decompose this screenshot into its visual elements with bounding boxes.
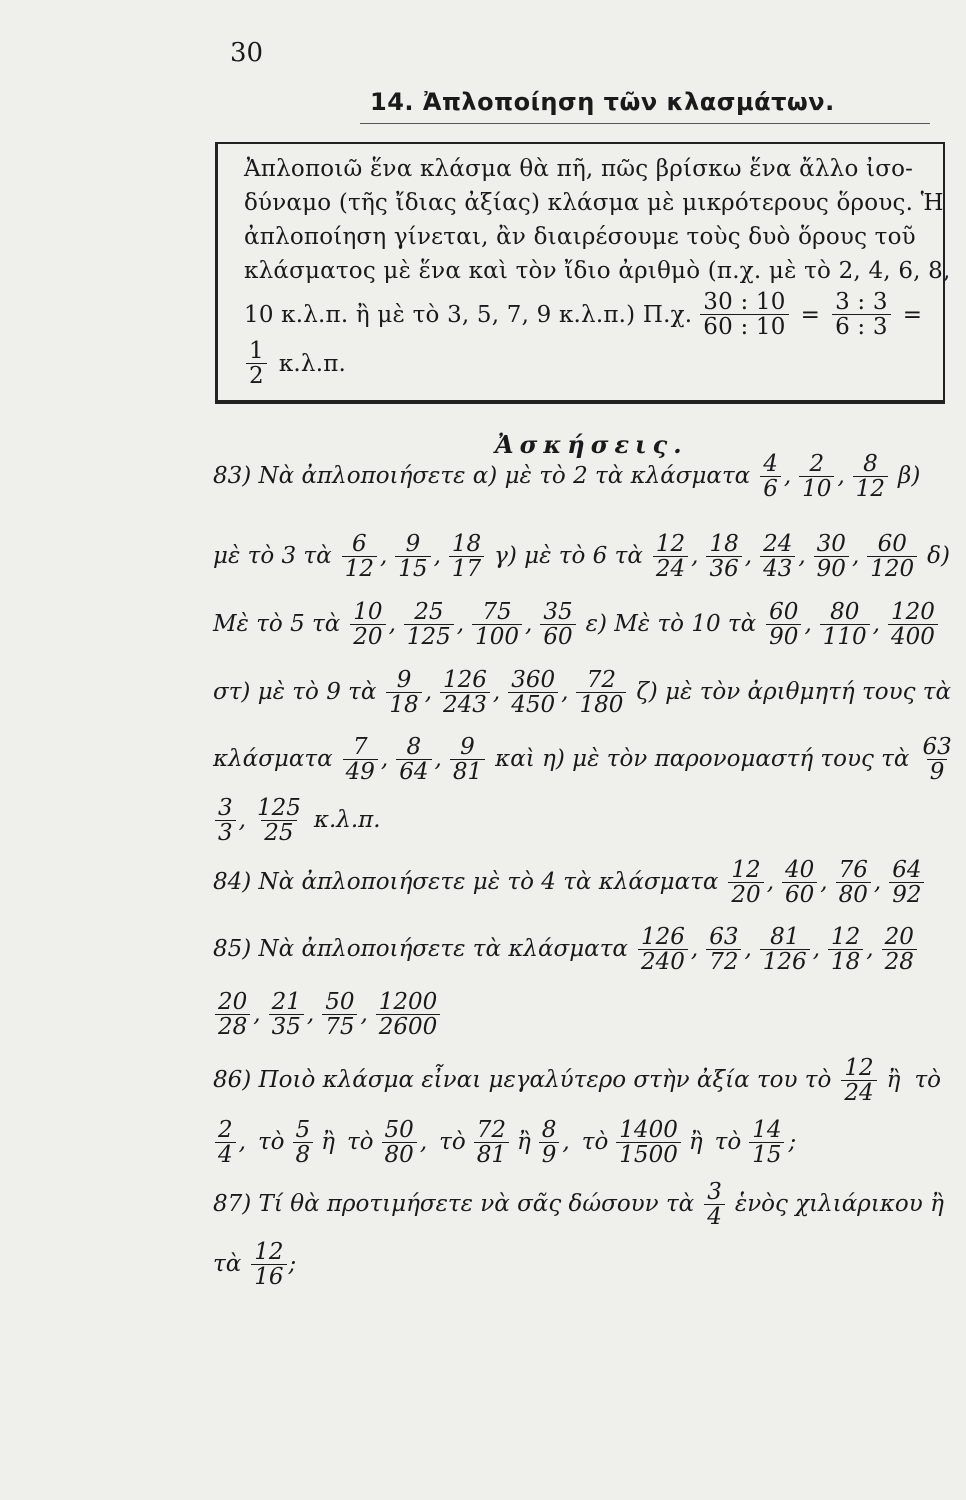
fraction-numerator: 20 <box>218 989 248 1015</box>
fraction <box>616 1118 681 1167</box>
fraction <box>728 858 763 907</box>
fraction-denominator: 8 <box>293 1142 314 1167</box>
fraction <box>799 452 834 501</box>
exercise-83 <box>213 452 958 501</box>
exercise-text: ζ) μὲ τὸν ἀριθμητή τους τὰ <box>636 679 952 706</box>
separator: , <box>419 1129 428 1156</box>
exercise-87 <box>213 1240 958 1289</box>
exercise-text: ἑνὸς χιλιάρικου ἢ <box>734 1191 944 1218</box>
fraction-denominator: 243 <box>440 692 490 717</box>
fraction-numerator: 60 <box>877 531 907 557</box>
fraction <box>706 925 741 974</box>
exercise-text: κλάσματα <box>213 746 333 773</box>
fraction-denominator: 2 <box>246 363 267 388</box>
separator: , <box>691 543 699 570</box>
separator: , <box>837 463 845 490</box>
fraction <box>440 668 490 717</box>
exercise-line <box>213 452 958 501</box>
fraction <box>766 600 801 649</box>
fraction-numerator: 80 <box>830 599 860 625</box>
exercise-text: ἢ <box>516 1129 531 1156</box>
fraction-numerator: 3 <box>218 795 233 821</box>
fraction-numerator: 40 <box>785 857 815 883</box>
fraction-numerator: 81 <box>770 924 800 950</box>
separator: , <box>492 679 501 706</box>
fraction <box>269 990 304 1039</box>
exercise-text: 85) Νὰ ἀπλοποιήσετε τὰ κλάσματα <box>213 936 628 963</box>
exercise-text: ἢ <box>321 1129 335 1156</box>
fraction-numerator: 21 <box>271 989 301 1015</box>
rule-line: Ἀπλοποιῶ ἕνα κλάσμα θὰ πῆ, πῶς βρίσκω ἕνα ἄλλο ἰσο- <box>244 156 914 182</box>
fraction-denominator: 450 <box>508 692 558 717</box>
fraction-numerator: 9 <box>405 531 421 557</box>
page-number: 30 <box>230 38 264 68</box>
rule-line-text: 10 κ.λ.π. ἢ μὲ τὸ 3, 5, 7, 9 κ.λ.π.) Π.χ. <box>244 301 693 328</box>
exercise-text: ἢ <box>886 1067 901 1094</box>
fraction <box>382 1118 417 1167</box>
equals-sign: = <box>902 301 923 328</box>
fraction-numerator: 3 : 3 <box>835 289 888 315</box>
fraction-denominator: 240 <box>638 949 688 974</box>
fraction-numerator: 14 <box>752 1117 782 1143</box>
exercise-text: β) <box>898 463 921 490</box>
separator: , <box>388 611 396 638</box>
separator: , <box>804 611 812 638</box>
fraction-numerator: 12 <box>731 857 761 883</box>
separator: , <box>744 543 753 570</box>
fraction-numerator: 64 <box>892 857 922 883</box>
fraction-numerator: 9 <box>460 734 475 760</box>
fraction-numerator: 1 <box>249 338 264 365</box>
fraction-denominator: 18 <box>386 692 421 717</box>
fraction-denominator: 15 <box>395 556 430 581</box>
fraction-numerator: 360 <box>511 667 556 693</box>
exercise-83 <box>213 735 958 784</box>
fraction <box>343 735 378 784</box>
fraction-denominator: 18 <box>828 949 863 974</box>
fraction <box>888 600 938 649</box>
separator: , <box>253 1001 261 1028</box>
fraction <box>867 532 917 581</box>
exercise-line <box>213 858 958 907</box>
title-rule <box>360 123 930 124</box>
fraction-numerator: 10 <box>353 599 383 625</box>
fraction-denominator: 16 <box>251 1264 286 1289</box>
fraction-numerator: 12 <box>844 1055 874 1081</box>
fraction <box>889 858 924 907</box>
separator: , <box>690 936 699 963</box>
separator: , <box>424 679 432 706</box>
fraction <box>704 1180 725 1229</box>
fraction-denominator: 4 <box>215 1142 236 1167</box>
fraction-numerator: 125 <box>256 795 301 821</box>
fraction-numerator: 12 <box>831 924 861 950</box>
exercise-text: γ) μὲ τὸ 6 τὰ <box>494 543 643 570</box>
fraction <box>882 925 917 974</box>
fraction-denominator: 64 <box>396 759 431 784</box>
separator: , <box>851 543 860 570</box>
fraction-list <box>213 990 442 1039</box>
exercise-87 <box>213 1180 958 1229</box>
fraction-denominator: 90 <box>766 624 801 649</box>
separator: , <box>238 807 246 834</box>
fraction-list <box>917 735 956 784</box>
fraction-list <box>348 600 577 649</box>
fraction <box>376 990 441 1039</box>
fraction <box>215 1118 236 1167</box>
fraction <box>760 452 781 501</box>
exercise-85 <box>213 990 958 1039</box>
fraction <box>706 532 741 581</box>
separator: , <box>812 936 820 963</box>
fraction-denominator: 10 <box>799 476 834 501</box>
separator: , <box>379 543 388 570</box>
fraction <box>246 339 267 388</box>
exercise-text: δ) <box>927 543 950 570</box>
fraction-numerator: 8 <box>541 1117 557 1143</box>
exercise-line <box>213 668 958 717</box>
fraction-numerator: 60 <box>769 599 799 625</box>
fraction <box>251 1240 286 1289</box>
fraction <box>828 925 863 974</box>
fraction-numerator: 50 <box>384 1117 414 1143</box>
exercise-text: καὶ η) μὲ τὸν παρονομαστή τους τὰ <box>495 746 910 773</box>
exercise-text: ἢ <box>688 1129 703 1156</box>
fraction-numerator: 7 <box>352 734 368 760</box>
exercise-line <box>213 990 958 1039</box>
fraction <box>539 1118 560 1167</box>
separator: , <box>873 869 882 896</box>
fraction <box>450 735 485 784</box>
fraction <box>576 668 626 717</box>
fraction-numerator: 4 <box>763 451 778 477</box>
fraction-denominator: 28 <box>882 949 917 974</box>
fraction <box>254 796 304 845</box>
fraction-numerator: 30 : 10 <box>703 289 786 315</box>
separator: , <box>783 463 792 490</box>
fraction-numerator: 25 <box>414 599 444 625</box>
fraction-list <box>341 735 487 784</box>
exercise-83 <box>213 600 958 649</box>
fraction-denominator: 80 <box>836 882 871 907</box>
fraction <box>760 532 795 581</box>
fraction-numerator: 2 <box>218 1117 233 1143</box>
fraction-denominator: 6 : 3 <box>832 314 891 339</box>
fraction <box>342 532 377 581</box>
fraction-numerator: 20 <box>884 924 914 950</box>
separator: , <box>866 936 874 963</box>
fraction-denominator: 35 <box>269 1014 304 1039</box>
exercise-text: ; <box>788 1129 797 1156</box>
rule-line: ἀπλοποίηση γίνεται, ἂν διαιρέσουμε τοὺς δυὸ ὅρους τοῦ <box>244 224 916 250</box>
exercise-line <box>213 735 958 784</box>
fraction-denominator: 126 <box>760 949 810 974</box>
fraction-denominator: 24 <box>653 556 688 581</box>
exercise-text: κ.λ.π. <box>313 807 381 834</box>
exercise-text: τὸ <box>439 1129 466 1156</box>
fraction <box>215 990 250 1039</box>
fraction-numerator: 24 <box>763 531 793 557</box>
separator: , <box>380 746 389 773</box>
fraction <box>814 532 849 581</box>
fraction <box>474 1118 509 1167</box>
fraction-numerator: 63 <box>709 924 739 950</box>
fraction-denominator: 12 <box>342 556 377 581</box>
fraction-denominator: 72 <box>706 949 741 974</box>
fraction <box>836 858 871 907</box>
exercise-83 <box>213 796 958 845</box>
exercise-text: ; <box>288 1251 297 1278</box>
fraction-numerator: 12 <box>254 1239 284 1265</box>
fraction <box>638 925 688 974</box>
fraction-numerator: 3 <box>707 1179 722 1205</box>
rule-tail: κ.λ.π. <box>278 350 347 377</box>
separator: , <box>872 611 880 638</box>
separator: , <box>306 1001 315 1028</box>
fraction-denominator: 17 <box>449 556 484 581</box>
fraction <box>919 735 954 784</box>
separator: , <box>766 869 774 896</box>
fraction-numerator: 30 <box>816 531 846 557</box>
exercise-line <box>213 796 958 845</box>
exercise-text: τὸ <box>346 1129 374 1156</box>
fraction <box>395 532 430 581</box>
fraction-denominator: 4 <box>704 1204 725 1229</box>
exercise-line <box>213 532 958 581</box>
fraction-numerator: 35 <box>543 599 573 625</box>
fraction-denominator: 49 <box>343 759 378 784</box>
fraction-numerator: 9 <box>396 667 412 693</box>
fraction-numerator: 126 <box>640 924 685 950</box>
fraction-numerator: 6 <box>352 531 367 557</box>
fraction-list <box>340 532 486 581</box>
fraction-denominator: 20 <box>350 624 385 649</box>
fraction-denominator: 120 <box>867 556 917 581</box>
fraction-list <box>384 668 628 717</box>
separator: , <box>434 746 442 773</box>
fraction <box>215 796 236 845</box>
fraction-denominator: 2600 <box>376 1014 441 1039</box>
fraction <box>820 600 870 649</box>
fraction <box>322 990 357 1039</box>
exercise-line <box>213 600 958 649</box>
rule-line <box>244 290 924 339</box>
fraction-denominator: 1500 <box>616 1142 681 1167</box>
separator: , <box>456 611 465 638</box>
separator: , <box>238 1129 246 1156</box>
rule-text <box>244 152 951 390</box>
fraction <box>350 600 385 649</box>
exercise-line <box>213 1056 958 1105</box>
separator: , <box>561 679 569 706</box>
fraction-denominator: 81 <box>450 759 485 784</box>
fraction <box>540 600 575 649</box>
fraction-list <box>764 600 940 649</box>
exercise-text: τὸ <box>581 1129 609 1156</box>
fraction-denominator: 100 <box>472 624 522 649</box>
fraction-numerator: 72 <box>586 667 617 693</box>
fraction <box>782 858 817 907</box>
exercise-line <box>213 1240 958 1289</box>
fraction-numerator: 1200 <box>378 989 438 1015</box>
fraction-denominator: 400 <box>888 624 938 649</box>
exercise-line <box>213 925 958 974</box>
fraction <box>853 452 888 501</box>
fraction <box>832 290 891 339</box>
fraction-denominator: 20 <box>728 882 763 907</box>
rule-line: κλάσματος μὲ ἕνα καὶ τὸν ἴδιο ἀριθμὸ (π.χ. μὲ τὸ 2, 4, 6, 8, <box>244 258 951 284</box>
fraction <box>508 668 558 717</box>
exercise-text: 83) Νὰ ἀπλοποιήσετε α) μὲ τὸ 2 τὰ κλάσματα <box>213 463 751 490</box>
exercise-text: τὰ <box>213 1251 242 1278</box>
fraction-denominator: 9 <box>539 1142 560 1167</box>
exercise-text: τὸ <box>714 1129 742 1156</box>
fraction-list <box>636 925 919 974</box>
fraction-numerator: 8 <box>863 451 878 477</box>
fraction-numerator: 126 <box>443 667 487 693</box>
fraction <box>653 532 688 581</box>
fraction-denominator: 92 <box>889 882 924 907</box>
rule-line <box>244 339 924 388</box>
fraction-denominator: 60 : 10 <box>700 314 788 339</box>
exercise-83 <box>213 668 958 717</box>
separator: , <box>562 1129 570 1156</box>
exercise-text: Μὲ τὸ 5 τὰ <box>213 611 341 638</box>
fraction-list <box>758 452 890 501</box>
separator: , <box>820 869 828 896</box>
fraction-denominator: 180 <box>576 692 626 717</box>
fraction <box>386 668 421 717</box>
equals-sign: = <box>800 301 821 328</box>
fraction-numerator: 1400 <box>619 1117 678 1143</box>
fraction-numerator: 5 <box>295 1117 311 1143</box>
exercise-text: ε) Μὲ τὸ 10 τὰ <box>585 611 757 638</box>
fraction <box>700 290 788 339</box>
exercise-84 <box>213 858 958 907</box>
fraction-denominator: 12 <box>853 476 888 501</box>
exercise-line <box>213 1118 958 1167</box>
fraction-numerator: 18 <box>709 531 739 557</box>
exercise-83 <box>213 532 958 581</box>
separator: , <box>525 611 533 638</box>
exercises-heading: Ἀσκήσεις. <box>495 430 688 459</box>
exercise-text: 84) Νὰ ἀπλοποιήσετε μὲ τὸ 4 τὰ κλάσματα <box>213 869 719 896</box>
fraction-numerator: 2 <box>809 451 825 477</box>
fraction-denominator: 75 <box>322 1014 357 1039</box>
exercise-text: μὲ τὸ 3 τὰ <box>213 543 332 570</box>
separator: , <box>744 936 752 963</box>
fraction <box>841 1056 876 1105</box>
fraction-denominator: 36 <box>706 556 741 581</box>
fraction-list <box>213 796 306 845</box>
exercise-86 <box>213 1056 958 1105</box>
fraction-numerator: 18 <box>451 531 482 557</box>
fraction-denominator: 25 <box>261 820 296 845</box>
fraction-denominator: 125 <box>404 624 454 649</box>
fraction-numerator: 75 <box>482 599 512 625</box>
fraction-denominator: 60 <box>540 624 575 649</box>
fraction <box>760 925 810 974</box>
exercise-text: τὸ <box>257 1129 285 1156</box>
exercise-85 <box>213 925 958 974</box>
fraction-denominator: 28 <box>215 1014 250 1039</box>
exercise-line <box>213 1180 958 1229</box>
rule-line: δύναμο (τῆς ἴδιας ἀξίας) κλάσμα μὲ μικρότερους ὅρους. Ἡ <box>244 190 944 216</box>
fraction-list <box>726 858 926 907</box>
exercise-text: 87) Τί θὰ προτιμήσετε νὰ σᾶς δώσουν τὰ <box>213 1191 695 1218</box>
fraction-numerator: 120 <box>890 599 935 625</box>
fraction-denominator: 9 <box>927 759 948 784</box>
fraction-numerator: 50 <box>325 989 355 1015</box>
fraction <box>749 1118 784 1167</box>
fraction-denominator: 3 <box>215 820 236 845</box>
fraction <box>449 532 484 581</box>
fraction <box>472 600 522 649</box>
fraction-denominator: 81 <box>474 1142 509 1167</box>
fraction-denominator: 90 <box>814 556 849 581</box>
fraction-numerator: 72 <box>476 1117 506 1143</box>
fraction-denominator: 60 <box>782 882 817 907</box>
fraction-numerator: 63 <box>922 734 952 760</box>
fraction-denominator: 6 <box>760 476 781 501</box>
fraction <box>293 1118 314 1167</box>
separator: , <box>798 543 806 570</box>
fraction-denominator: 24 <box>841 1080 876 1105</box>
fraction-denominator: 15 <box>749 1142 784 1167</box>
fraction-denominator: 80 <box>382 1142 417 1167</box>
fraction-denominator: 43 <box>760 556 795 581</box>
exercise-text: τὸ <box>914 1067 942 1094</box>
separator: , <box>433 543 441 570</box>
fraction-numerator: 12 <box>655 531 686 557</box>
fraction <box>404 600 454 649</box>
exercise-text: στ) μὲ τὸ 9 τὰ <box>213 679 377 706</box>
section-title: 14. Ἀπλοποίηση τῶν κλασμάτων. <box>370 88 835 116</box>
fraction-denominator: 110 <box>820 624 870 649</box>
separator: , <box>360 1001 368 1028</box>
fraction-numerator: 76 <box>838 857 868 883</box>
fraction <box>396 735 431 784</box>
exercise-text: 86) Ποιὸ κλάσμα εἶναι μεγαλύτερο στὴν ἀξία του τὸ <box>213 1067 832 1094</box>
fraction-numerator: 8 <box>406 734 422 760</box>
fraction-list <box>651 532 919 581</box>
exercise-86 <box>213 1118 958 1167</box>
